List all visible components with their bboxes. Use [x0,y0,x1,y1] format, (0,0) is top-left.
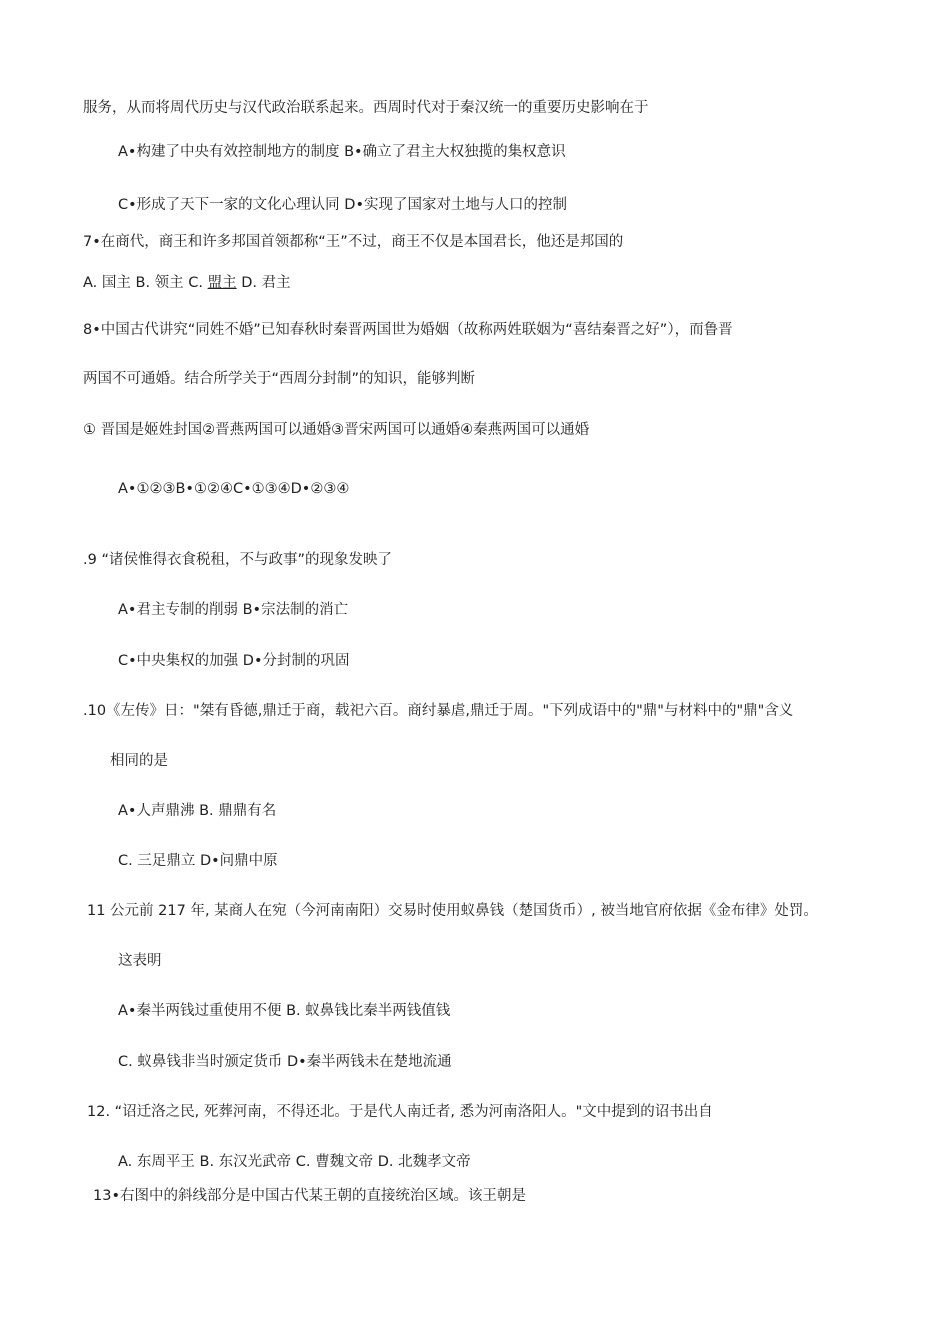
q7-stem: 7•在商代，商王和许多邦国首领都称“王”不过，商王不仅是本国君长，他还是邦国的 [83,234,624,250]
q7-options [83,273,291,293]
q9-stem: .9 “诸侯惟得衣食税租，不与政事”的现象发映了 [83,552,392,568]
q8-statements: ① 晋国是姬姓封国②晋燕两国可以通婚③晋宋两国可以通婚④秦燕两国可以通婚 [83,422,590,438]
q10-options-cd: C. 三足鼎立 D•问鼎中原 [118,853,278,869]
q7-options-ab: A. 国主 B. 领主 C. [83,275,208,291]
q13-stem: 13•右图中的斜线部分是中国古代某王朝的直接统治区域。该王朝是 [93,1188,527,1204]
q8-stem-continuation: 两国不可通婚。结合所学关于“西周分封制”的知识，能够判断 [83,371,476,387]
q11-stem: 11 公元前 217 年, 某商人在宛（今河南南阳）交易时使用蚁鼻钱（楚国货币）, 被当地官府依据《金布律》处罚。 [87,903,818,919]
q10-stem-continuation: 相同的是 [110,753,168,769]
q6-options-cd: C•形成了天下一家的文化心理认同 D•实现了国家对土地与人口的控制 [118,197,568,213]
q6-stem-continuation: 服务，从而将周代历史与汉代政治联系起来。西周时代对于秦汉统一的重要历史影响在于 [83,100,649,116]
q11-options-ab: A•秦半两钱过重使用不便 B. 蚁鼻钱比秦半两钱值钱 [118,1003,451,1019]
q10-stem: .10《左传》日："桀有昏德,鼎迁于商，载祀六百。商纣暴虐,鼎迁于周。"下列成语中的"鼎"与材料中的"鼎"含义 [83,703,794,719]
q9-options-cd: C•中央集权的加强 D•分封制的巩固 [118,653,350,669]
q8-stem: 8•中国古代讲究“同姓不婚”已知春秋时秦晋两国世为婚姻（故称两姓联姻为“喜结秦晋之好”），而鲁晋 [83,322,733,338]
q6-options-ab: A•构建了中央有效控制地方的制度 B•确立了君主大权独揽的集权意识 [118,144,566,160]
q10-options-ab: A•人声鼎沸 B. 鼎鼎有名 [118,803,277,819]
q12-stem: 12. “诏迁洛之民, 死葬河南，不得还北。于是代人南迁者, 悉为河南洛阳人。"文中提到的诏书出自 [87,1104,713,1120]
q12-options: A. 东周平王 B. 东汉光武帝 C. 曹魏文帝 D. 北魏孝文帝 [118,1154,471,1170]
q9-options-ab: A•君主专制的削弱 B•宗法制的消亡 [118,602,349,618]
q11-options-cd: C. 蚁鼻钱非当时颁定货币 D•秦半两钱未在楚地流通 [118,1054,452,1070]
q7-option-d: D. 君主 [236,275,291,291]
q11-stem-continuation: 这表明 [118,953,162,969]
q8-options: A•①②③B•①②④C•①③④D•②③④ [118,481,350,497]
q7-option-c-underlined: 盟主 [207,275,237,291]
